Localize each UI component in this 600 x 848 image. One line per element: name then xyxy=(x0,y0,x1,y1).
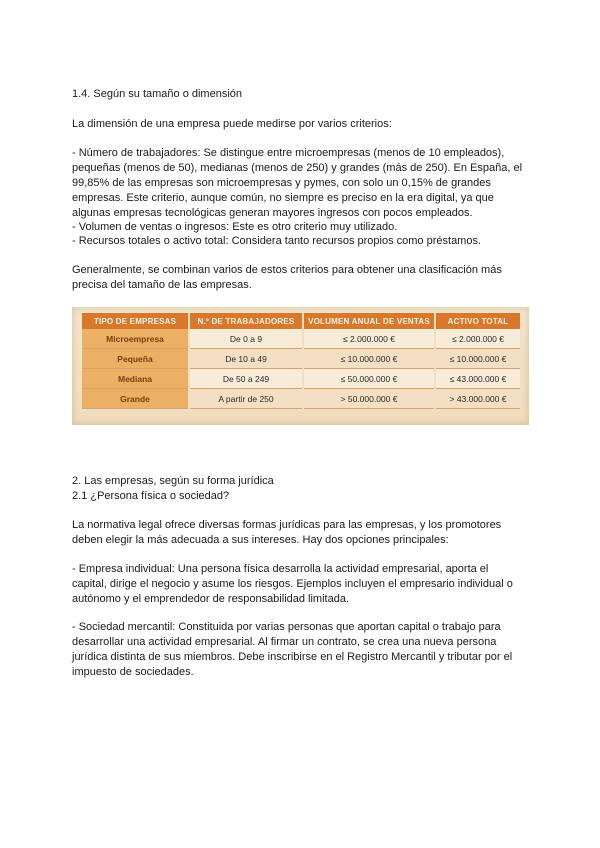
assets-line: - Recursos totales o activo total: Considera tanto recursos propios como préstamos. xyxy=(72,235,482,247)
row-assets: > 43.000.000 € xyxy=(435,389,521,409)
workers-line-3: 99,85% de las empresas son microempresas y pymes, con solo un 0,15% de grandes xyxy=(72,177,491,189)
workers-line-2: pequeñas (menos de 50), medianas (menos de 250) y grandes (más de 250). En España, el xyxy=(72,162,523,174)
header-type: TIPO DE EMPRESAS xyxy=(82,313,189,329)
row-assets: ≤ 10.000.000 € xyxy=(435,349,521,369)
header-workers: N.º DE TRABAJADORES xyxy=(189,313,303,329)
row-assets: ≤ 43.000.000 € xyxy=(435,369,521,389)
table-row xyxy=(82,389,521,409)
row-workers: De 50 a 249 xyxy=(189,369,303,389)
row-workers: De 10 a 49 xyxy=(189,349,303,369)
legal-intro-line-2: deben elegir la más adecuada a sus intereses. Hay dos opciones principales: xyxy=(72,534,449,546)
row-type: Microempresa xyxy=(82,329,189,349)
table-row xyxy=(82,349,521,369)
company-size-table xyxy=(82,313,522,409)
mercantil-line-1: - Sociedad mercantil: Constituida por varias personas que aportan capital o trabajo para xyxy=(72,621,501,633)
legal-intro-line-1: La normativa legal ofrece diversas formas jurídicas para las empresas, y los promotores xyxy=(72,519,502,531)
workers-line-4: empresas. Este criterio, aunque común, no siempre es preciso en la era digital, ya que xyxy=(72,192,494,204)
row-assets: ≤ 2.000.000 € xyxy=(435,329,521,349)
conclusion-line-2: precisa del tamaño de las empresas. xyxy=(72,279,252,291)
individual-line-2: capital, dirige el negocio y asume los riesgos. Ejemplos incluyen el empresario individual o xyxy=(72,578,513,590)
workers-line-1: - Número de trabajadores: Se distingue entre microempresas (menos de 10 empleados), xyxy=(72,147,505,159)
mercantil-line-2: desarrollar una actividad empresarial. Al firmar un contrato, se crea una nueva persona xyxy=(72,636,497,648)
header-sales: VOLUMEN ANUAL DE VENTAS xyxy=(303,313,435,329)
table-row xyxy=(82,329,521,349)
section-heading: 1.4. Según su tamaño o dimensión xyxy=(72,88,243,100)
table-row xyxy=(82,369,521,389)
paragraph-intro: La dimensión de una empresa puede medirse por varios criterios: xyxy=(72,118,392,130)
individual-line-1: - Empresa individual: Una persona física desarrolla la actividad empresarial, aporta el xyxy=(72,563,489,575)
row-sales: ≤ 10.000.000 € xyxy=(303,349,435,369)
section-2-heading: 2. Las empresas, según su forma jurídica xyxy=(72,475,274,487)
row-type: Pequeña xyxy=(82,349,189,369)
individual-line-3: autónomo y el emprendedor de responsabilidad limitada. xyxy=(72,593,350,605)
mercantil-line-3: jurídica distinta de sus miembros. Debe inscribirse en el Registro Mercantil y tributar por el xyxy=(72,651,513,663)
row-type: Grande xyxy=(82,389,189,409)
row-workers: De 0 a 9 xyxy=(189,329,303,349)
company-size-table-image xyxy=(72,307,529,425)
row-sales: > 50.000.000 € xyxy=(303,389,435,409)
row-sales: ≤ 2.000.000 € xyxy=(303,329,435,349)
conclusion-line-1: Generalmente, se combinan varios de estos criterios para obtener una clasificación más xyxy=(72,264,502,276)
mercantil-line-4: impuesto de sociedades. xyxy=(72,666,194,678)
row-workers: A partir de 250 xyxy=(189,389,303,409)
table-header-row xyxy=(82,313,521,329)
header-assets: ACTIVO TOTAL xyxy=(435,313,521,329)
workers-line-5: algunas empresas tecnológicas generan mayores ingresos con pocos empleados. xyxy=(72,207,473,219)
volume-line: - Volumen de ventas o ingresos: Este es otro criterio muy utilizado. xyxy=(72,221,398,233)
row-type: Mediana xyxy=(82,369,189,389)
row-sales: ≤ 50.000.000 € xyxy=(303,369,435,389)
section-2-subheading: 2.1 ¿Persona física o sociedad? xyxy=(72,490,230,502)
